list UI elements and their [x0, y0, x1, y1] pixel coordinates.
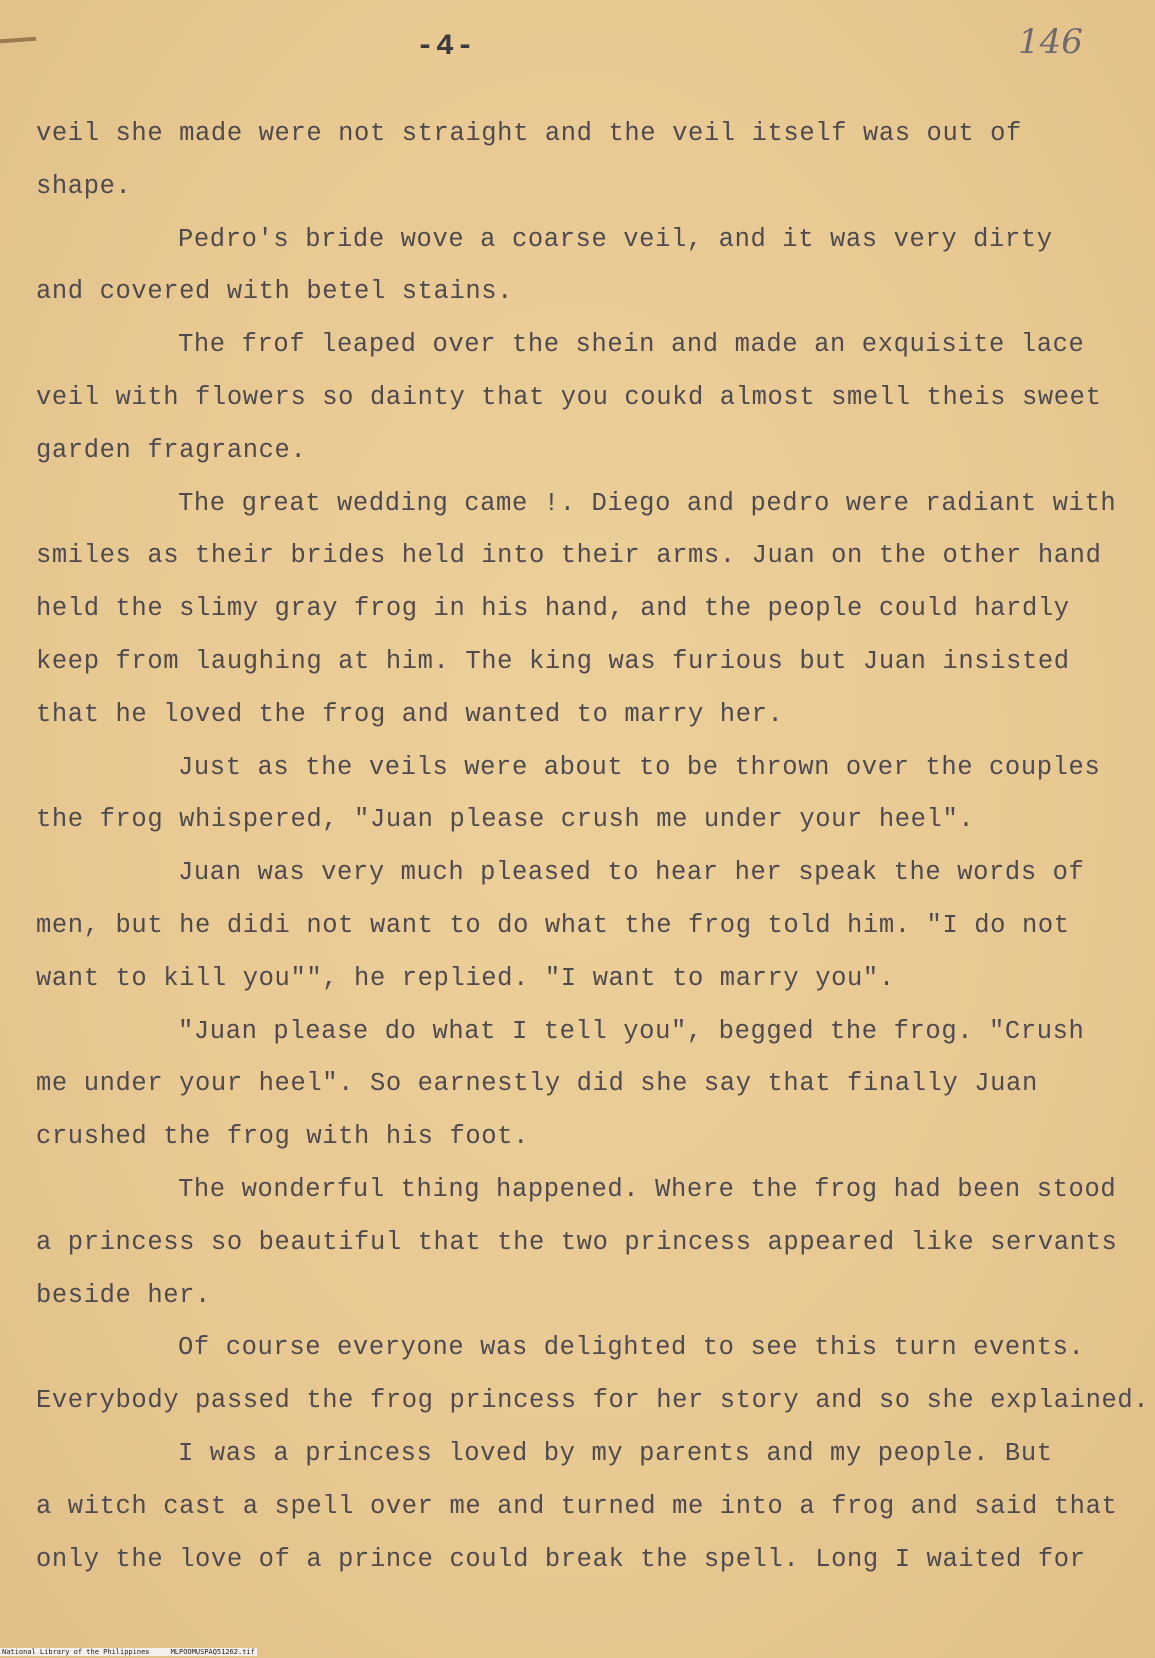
text-line: beside her. — [36, 1280, 211, 1310]
text-line: men, but he didi not want to do what the frog told him. "I do not — [36, 910, 1070, 940]
text-line: The frof leaped over the shein and made an exquisite lace — [178, 330, 1085, 360]
text-line: Just as the veils were about to be thrown over the couples — [178, 752, 1101, 782]
text-line: Pedro's bride wove a coarse veil, and it was very dirty — [178, 224, 1053, 254]
text-line: Of course everyone was delighted to see this turn events. — [178, 1333, 1085, 1363]
text-line: the frog whispered, "Juan please crush me under your heel". — [36, 805, 975, 835]
text-line: a witch cast a spell over me and turned me into a frog and said that — [36, 1491, 1118, 1521]
text-line: crushed the frog with his foot. — [36, 1122, 529, 1152]
text-line: "Juan please do what I tell you", begged the frog. "Crush — [178, 1016, 1085, 1046]
text-line: held the slimy gray frog in his hand, and the people could hardly — [36, 594, 1070, 624]
text-line: smiles as their brides held into their arms. Juan on the other hand — [36, 541, 1102, 571]
text-line: and covered with betel stains. — [36, 277, 514, 307]
text-line: keep from laughing at him. The king was furious but Juan insisted — [36, 646, 1070, 676]
text-line: veil with flowers so dainty that you coukd almost smell theis sweet — [36, 382, 1102, 412]
text-line: that he loved the frog and wanted to marry her. — [36, 699, 784, 729]
text-line: The wonderful thing happened. Where the frog had been stood — [178, 1174, 1117, 1204]
folio-number: 146 — [1018, 22, 1083, 62]
text-line: veil she made were not straight and the veil itself was out of — [36, 119, 1022, 148]
text-line: shape. — [36, 171, 132, 201]
text-line: Everybody passed the frog princess for her story and so she explained. — [36, 1386, 1150, 1416]
body-text — [36, 108, 1150, 1586]
text-line: Juan was very much pleased to hear her speak the words of — [178, 858, 1085, 888]
text-line: want to kill you"", he replied. "I want to marry you". — [36, 963, 895, 993]
text-line: me under your heel". So earnestly did she say that finally Juan — [36, 1069, 1038, 1099]
text-line: only the love of a prince could break the spell. Long I waited for — [36, 1544, 1086, 1574]
text-line: I was a princess loved by my parents and my people. But — [178, 1438, 1053, 1468]
text-line: The great wedding came !. Diego and pedro were radiant with — [178, 488, 1117, 518]
page-number: -4- — [416, 30, 477, 64]
corner-mark — [0, 37, 36, 44]
text-line: garden fragrance. — [36, 435, 307, 465]
text-line: a princess so beautiful that the two princess appeared like servants — [36, 1227, 1118, 1257]
archive-footer: National Library of the Philippines MLPOOMUSPAQ51262.tif — [2, 1648, 255, 1656]
